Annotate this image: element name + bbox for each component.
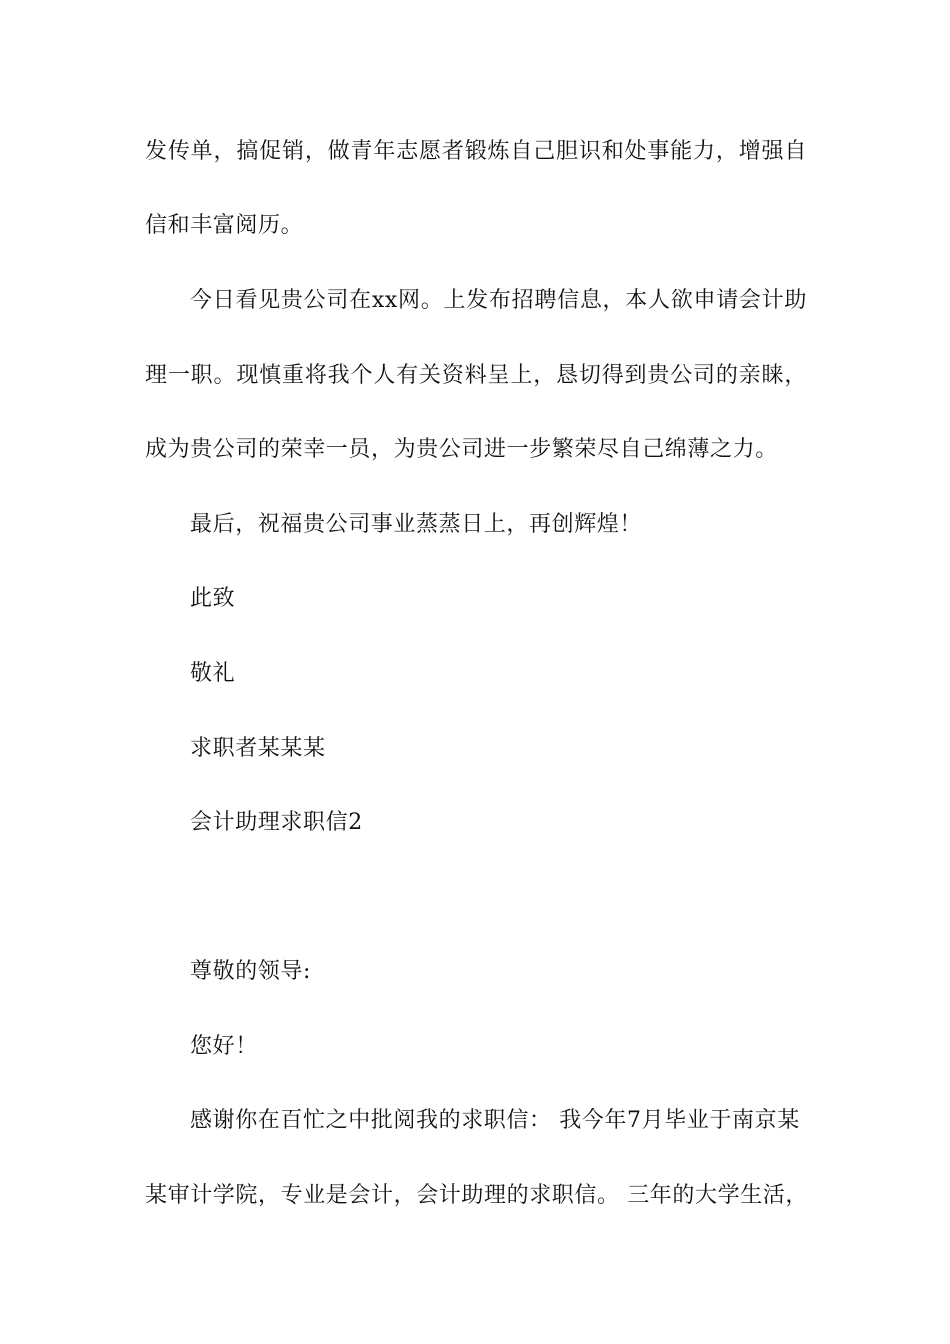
salutation-respect: 敬礼: [190, 661, 236, 686]
paragraph-line: 感谢你在百忙之中批阅我的求职信： 我今年7月毕业于南京某: [190, 1108, 800, 1133]
paragraph-line: 发传单，搞促销，做青年志愿者锻炼自己胆识和处事能力，增强自: [145, 139, 807, 164]
signature: 求职者某某某: [190, 736, 326, 761]
salutation-closing: 此致: [190, 586, 236, 611]
greeting-hello: 您好！: [190, 1034, 258, 1059]
paragraph-line: 理一职。现慎重将我个人有关资料呈上，恳切得到贵公司的亲睐，: [145, 363, 807, 388]
paragraph-line: 某审计学院，专业是会计，会计助理的求职信。 三年的大学生活，: [145, 1183, 808, 1208]
section-title: 会计助理求职信2: [190, 810, 363, 835]
paragraph-line: 今日看见贵公司在xx网。上发布招聘信息，本人欲申请会计助: [190, 288, 807, 313]
paragraph-line: 信和丰富阅历。: [145, 213, 304, 238]
closing-wishes: 最后，祝福贵公司事业蒸蒸日上，再创辉煌！: [190, 512, 643, 537]
paragraph-line: 成为贵公司的荣幸一员，为贵公司进一步繁荣尽自己绵薄之力。: [145, 437, 778, 462]
greeting-line: 尊敬的领导:: [190, 959, 312, 984]
